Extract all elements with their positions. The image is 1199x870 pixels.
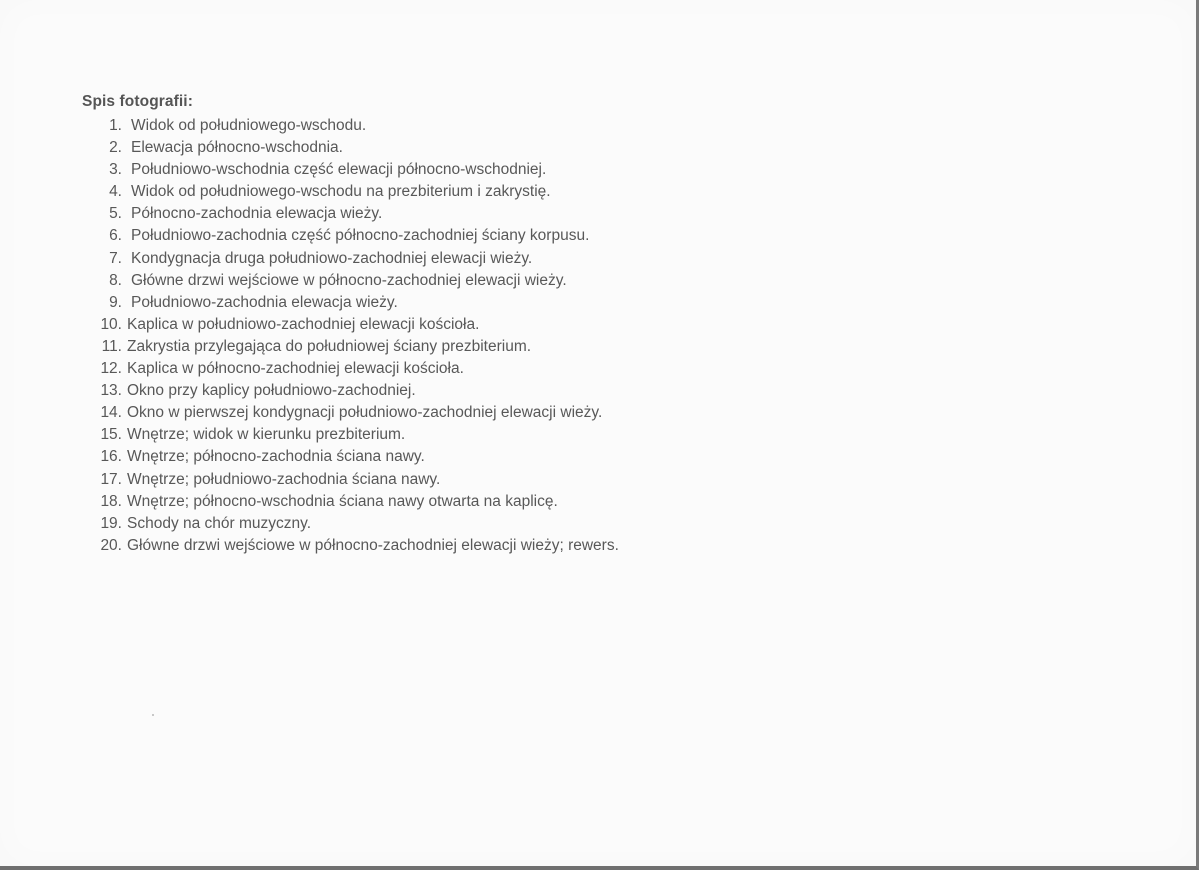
item-text: Wnętrze; północno-zachodnia ściana nawy. xyxy=(127,448,425,466)
item-number: 7. xyxy=(109,249,122,267)
list-item xyxy=(82,248,619,270)
list-item xyxy=(82,115,619,137)
item-text: Wnętrze; południowo-zachodnia ściana nawy. xyxy=(127,470,441,488)
item-number: 17. xyxy=(100,470,122,488)
item-text: Południowo-wschodnia część elewacji północno-wschodniej. xyxy=(131,161,547,179)
item-number: 10. xyxy=(100,315,122,333)
list-item xyxy=(82,402,619,424)
list-item xyxy=(82,159,619,181)
list-item xyxy=(82,469,619,491)
item-text: Główne drzwi wejściowe w północno-zachodniej elewacji wieży. xyxy=(131,271,567,289)
item-number: 2. xyxy=(109,139,122,157)
item-text: Elewacja północno-wschodnia. xyxy=(131,139,343,157)
item-number: 9. xyxy=(109,293,122,311)
list-item xyxy=(82,380,619,402)
item-text: Główne drzwi wejściowe w północno-zachodniej elewacji wieży; rewers. xyxy=(127,536,619,554)
item-number: 13. xyxy=(100,382,122,400)
list-item xyxy=(82,491,619,513)
item-text: Schody na chór muzyczny. xyxy=(127,514,312,532)
list-item xyxy=(82,225,619,247)
item-text: Południowo-zachodnia elewacja wieży. xyxy=(131,293,398,311)
item-number: 19. xyxy=(100,514,122,532)
item-number: 8. xyxy=(109,271,122,289)
item-text: Wnętrze; widok w kierunku prezbiterium. xyxy=(127,426,406,444)
item-text: Widok od południowego-wschodu na prezbiterium i zakrystię. xyxy=(131,183,551,201)
item-number: 5. xyxy=(109,205,122,223)
item-text: Kaplica w północno-zachodniej elewacji kościoła. xyxy=(127,360,464,378)
list-title: Spis fotografii: xyxy=(82,93,193,110)
photo-list xyxy=(82,115,619,557)
list-item xyxy=(82,270,619,292)
item-number: 14. xyxy=(100,404,122,422)
item-number: 6. xyxy=(109,227,122,245)
item-text: Południowo-zachodnia część północno-zachodniej ściany korpusu. xyxy=(131,227,590,245)
item-text: Północno-zachodnia elewacja wieży. xyxy=(131,205,383,223)
item-number: 15. xyxy=(100,426,122,444)
item-number: 16. xyxy=(100,448,122,466)
list-item xyxy=(82,181,619,203)
item-number: 18. xyxy=(100,492,122,510)
scan-speck xyxy=(152,714,154,716)
item-text: Wnętrze; północno-wschodnia ściana nawy otwarta na kaplicę. xyxy=(127,492,558,510)
item-text: Okno w pierwszej kondygnacji południowo-zachodniej elewacji wieży. xyxy=(127,404,603,422)
item-number: 11. xyxy=(101,337,122,355)
item-text: Kaplica w południowo-zachodniej elewacji kościoła. xyxy=(127,315,480,333)
list-item xyxy=(82,513,619,535)
item-number: 1. xyxy=(109,117,122,134)
list-item xyxy=(82,292,619,314)
item-number: 20. xyxy=(100,536,122,554)
item-text: Kondygnacja druga południowo-zachodniej elewacji wieży. xyxy=(131,249,533,267)
item-text: Okno przy kaplicy południowo-zachodniej. xyxy=(127,382,416,400)
list-item xyxy=(82,314,619,336)
list-item xyxy=(82,446,619,468)
list-item xyxy=(82,358,619,380)
item-number: 3. xyxy=(109,161,122,179)
list-item xyxy=(82,203,619,225)
item-number: 4. xyxy=(109,183,122,201)
list-item xyxy=(82,137,619,159)
list-item xyxy=(82,424,619,446)
item-number: 12. xyxy=(100,360,122,378)
list-item xyxy=(82,336,619,358)
item-text: Zakrystia przylegająca do południowej ściany prezbiterium. xyxy=(127,337,532,355)
list-item xyxy=(82,535,619,557)
item-text: Widok od południowego-wschodu. xyxy=(131,117,367,134)
